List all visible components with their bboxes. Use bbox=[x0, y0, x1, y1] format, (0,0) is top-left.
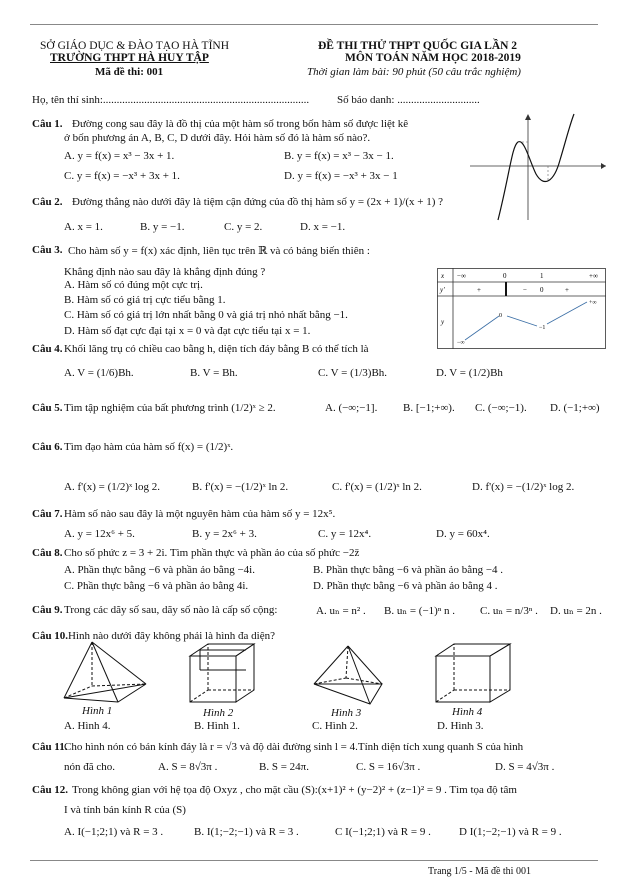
q1-line1: Đường cong sau đây là đồ thị của một hàm số trong bốn hàm số được liệt kê bbox=[72, 118, 409, 130]
q1-label: Câu 1. bbox=[32, 118, 63, 130]
q10-label: Câu 10. bbox=[32, 630, 69, 642]
fig1-caption: Hình 1 bbox=[82, 705, 113, 717]
q1-option-a: A. y = f(x) = x³ − 3x + 1. bbox=[64, 150, 175, 162]
tbl-y: y bbox=[441, 318, 445, 326]
q4-label: Câu 4. bbox=[32, 343, 63, 355]
q5-option-b: B. [−1;+∞). bbox=[403, 402, 455, 414]
q7-option-c: C. y = 12x⁴. bbox=[318, 528, 372, 540]
cubic-graph bbox=[470, 112, 610, 222]
q2-label: Câu 2. bbox=[32, 196, 63, 208]
tbl-val0: 0 bbox=[499, 313, 502, 319]
q7-text: Hàm số nào sau đây là một nguyên hàm của hàm số y = 12x⁵. bbox=[64, 508, 336, 520]
q7-option-b: B. y = 2x⁶ + 3. bbox=[192, 528, 257, 540]
q9-text: Trong các dãy số sau, dãy số nào là cấp số cộng: bbox=[64, 604, 278, 616]
q6-option-b: B. f'(x) = −(1/2)ˣ ln 2. bbox=[192, 481, 289, 493]
q1-option-b: B. y = f(x) = x³ − 3x − 1. bbox=[284, 150, 394, 162]
q3-label: Câu 3. bbox=[32, 244, 63, 256]
q7-option-d: D. y = 60x⁴. bbox=[436, 528, 490, 540]
q1-line2: ở bốn phương án A, B, C, D dưới đây. Hỏi hàm số đó là hàm số nào?. bbox=[64, 132, 371, 144]
tbl-neg-inf: −∞ bbox=[457, 272, 466, 280]
q4-option-c: C. V = (1/3)Bh. bbox=[318, 367, 388, 379]
q3-option-b: B. Hàm số có giá trị cực tiểu bằng 1. bbox=[64, 294, 226, 306]
x-arrow-icon bbox=[601, 163, 606, 169]
q12-option-c: C I(−1;2;1) và R = 9 . bbox=[335, 826, 431, 838]
tbl-zero-2: 0 bbox=[540, 286, 544, 294]
tbl-y1: y' bbox=[440, 286, 445, 294]
q6-label: Câu 6. bbox=[32, 441, 63, 453]
q8-option-b: B. Phần thực bằng −6 và phần ảo bằng −4 . bbox=[313, 564, 504, 576]
q3-option-a: A. Hàm số có đúng một cực trị. bbox=[64, 279, 203, 291]
tbl-zero: 0 bbox=[503, 272, 507, 280]
q1-option-d: D. y = f(x) = −x³ + 3x − 1 bbox=[284, 170, 398, 182]
bottom-rule bbox=[30, 860, 598, 861]
q9-option-a: A. uₙ = n² . bbox=[316, 605, 366, 617]
q4-option-d: D. V = (1/2)Bh bbox=[436, 367, 503, 379]
q12-option-d: D I(1;−2;−1) và R = 9 . bbox=[459, 826, 562, 838]
figure-3-solid bbox=[310, 644, 386, 706]
q8-label: Câu 8. bbox=[32, 547, 63, 559]
q7-label: Câu 7. bbox=[32, 508, 63, 520]
q5-option-a: A. (−∞;−1]. bbox=[325, 402, 378, 414]
q9-label: Câu 9. bbox=[32, 604, 63, 616]
name-field: Họ, tên thí sinh:........................................................................... bbox=[32, 94, 310, 106]
q4-option-a: A. V = (1/6)Bh. bbox=[64, 367, 134, 379]
q6-text: Tìm đạo hàm của hàm số f(x) = (1/2)ˣ. bbox=[64, 441, 234, 453]
fig3-caption: Hình 3 bbox=[331, 707, 362, 719]
q2-text: Đường thẳng nào dưới đây là tiệm cận đứng của đồ thị hàm số y = (2x + 1)/(x + 1) ? bbox=[72, 196, 444, 208]
q11-line2: nón đã cho. bbox=[64, 761, 116, 773]
tbl-pos-inf: +∞ bbox=[589, 272, 598, 280]
q9-option-c: C. uₙ = n/3ⁿ . bbox=[480, 605, 538, 617]
q3-text: Cho hàm số y = f(x) xác định, liên tục trên ℝ và có bảng biến thiên : bbox=[68, 245, 370, 257]
q5-option-c: C. (−∞;−1). bbox=[475, 402, 527, 414]
figure-1-pyramid bbox=[58, 640, 150, 704]
tbl-bottom-neg-inf: −∞ bbox=[457, 340, 465, 346]
figure-4-box bbox=[432, 640, 514, 706]
q2-option-d: D. x = −1. bbox=[300, 221, 346, 233]
q10-option-a: A. Hình 4. bbox=[64, 720, 111, 732]
q11-label: Câu 11. bbox=[32, 741, 68, 753]
y-arrow-icon bbox=[525, 114, 531, 120]
q6-option-d: D. f'(x) = −(1/2)ˣ log 2. bbox=[472, 481, 575, 493]
q8-option-d: D. Phần thực bằng −6 và phần ảo bằng 4 . bbox=[313, 580, 498, 592]
tbl-one: 1 bbox=[540, 272, 544, 280]
q12-label: Câu 12. bbox=[32, 784, 69, 796]
arrow-down bbox=[507, 316, 537, 326]
top-rule bbox=[30, 24, 598, 25]
exam-subject: MÔN TOÁN NĂM HỌC 2018-2019 bbox=[345, 52, 521, 64]
tbl-top-pos-inf: +∞ bbox=[589, 300, 597, 306]
tbl-plus-2: + bbox=[565, 286, 569, 294]
q5-option-d: D. (−1;+∞) bbox=[550, 402, 600, 414]
q11-option-d: D. S = 4√3π . bbox=[495, 761, 555, 773]
q11-option-a: A. S = 8√3π . bbox=[158, 761, 218, 773]
tbl-x: x bbox=[441, 272, 445, 280]
q8-option-a: A. Phần thực bằng −6 và phần ảo bằng −4i. bbox=[64, 564, 255, 576]
q10-text: Hình nào dưới đây không phải là hình đa diện? bbox=[68, 630, 275, 642]
q3-ask: Khẳng định nào sau đây là khẳng định đúng ? bbox=[64, 266, 266, 278]
tbl-valm1: −1 bbox=[539, 325, 546, 331]
q12-option-b: B. I(1;−2;−1) và R = 3 . bbox=[194, 826, 299, 838]
fig4-caption: Hình 4 bbox=[452, 706, 483, 718]
q2-option-b: B. y = −1. bbox=[140, 221, 185, 233]
q1-option-c: C. y = f(x) = −x³ + 3x + 1. bbox=[64, 170, 180, 182]
q10-option-c: C. Hình 2. bbox=[312, 720, 358, 732]
q4-option-b: B. V = Bh. bbox=[190, 367, 238, 379]
q5-label: Câu 5. bbox=[32, 402, 63, 414]
q7-option-a: A. y = 12x⁶ + 5. bbox=[64, 528, 135, 540]
id-field: Số báo danh: .............................. bbox=[337, 94, 480, 106]
q6-option-c: C. f'(x) = (1/2)ˣ ln 2. bbox=[332, 481, 422, 493]
page-footer: Trang 1/5 - Mã đề thi 001 bbox=[428, 866, 531, 877]
q2-option-c: C. y = 2. bbox=[224, 221, 263, 233]
q9-option-b: B. uₙ = (−1)ⁿ n . bbox=[384, 605, 456, 617]
tbl-minus: − bbox=[523, 286, 527, 294]
q11-line1: Cho hình nón có bán kính đáy là r = √3 và độ dài đường sinh l = 4.Tính diện tích xung quanh S của hình bbox=[64, 741, 524, 753]
q12-line1: Trong không gian với hệ tọa độ Oxyz , cho mặt cầu (S):(x+1)² + (y−2)² + (z−1)² = 9 . Tìm tọa độ tâm bbox=[72, 784, 517, 796]
q12-line2: I và tính bán kính R của (S) bbox=[64, 804, 186, 816]
cubic-curve bbox=[498, 114, 574, 220]
q11-option-c: C. S = 16√3π . bbox=[356, 761, 421, 773]
q8-text: Cho số phức z = 3 + 2i. Tìm phần thực và phần ảo của số phức −2z̄ bbox=[64, 547, 360, 559]
figure-2-cube bbox=[186, 640, 258, 706]
q3-option-c: C. Hàm số có giá trị lớn nhất bằng 0 và giá trị nhỏ nhất bằng −1. bbox=[64, 309, 348, 321]
tbl-plus-1: + bbox=[477, 286, 481, 294]
q10-option-d: D. Hình 3. bbox=[437, 720, 484, 732]
exam-code: Mã đề thi: 001 bbox=[95, 66, 164, 78]
fig2-caption: Hình 2 bbox=[203, 707, 234, 719]
arrow-up-2 bbox=[547, 302, 587, 324]
school-name: TRƯỜNG THPT HÀ HUY TẬP bbox=[50, 52, 209, 64]
variation-table bbox=[437, 268, 607, 350]
exam-time: Thời gian làm bài: 90 phút (50 câu trắc nghiệm) bbox=[307, 66, 521, 78]
q10-option-b: B. Hình 1. bbox=[194, 720, 240, 732]
q5-text: Tìm tập nghiệm của bất phương trình (1/2)ˣ ≥ 2. bbox=[64, 402, 276, 414]
q11-option-b: B. S = 24π. bbox=[259, 761, 309, 773]
arrow-up-1 bbox=[465, 316, 499, 340]
q12-option-a: A. I(−1;2;1) và R = 3 . bbox=[64, 826, 164, 838]
q9-option-d: D. uₙ = 2n . bbox=[550, 605, 602, 617]
dept-name: SỞ GIÁO DỤC & ĐÀO TẠO HÀ TĨNH bbox=[40, 40, 230, 52]
q4-text: Khối lăng trụ có chiều cao bằng h, diện tích đáy bằng B có thể tích là bbox=[64, 343, 369, 355]
exam-title: ĐỀ THI THỬ THPT QUỐC GIA LẦN 2 bbox=[318, 40, 518, 52]
q2-option-a: A. x = 1. bbox=[64, 221, 103, 233]
q6-option-a: A. f'(x) = (1/2)ˣ log 2. bbox=[64, 481, 160, 493]
q8-option-c: C. Phần thực bằng −6 và phần ảo bằng 4i. bbox=[64, 580, 249, 592]
q3-option-d: D. Hàm số đạt cực đại tại x = 0 và đạt cực tiểu tại x = 1. bbox=[64, 325, 311, 337]
